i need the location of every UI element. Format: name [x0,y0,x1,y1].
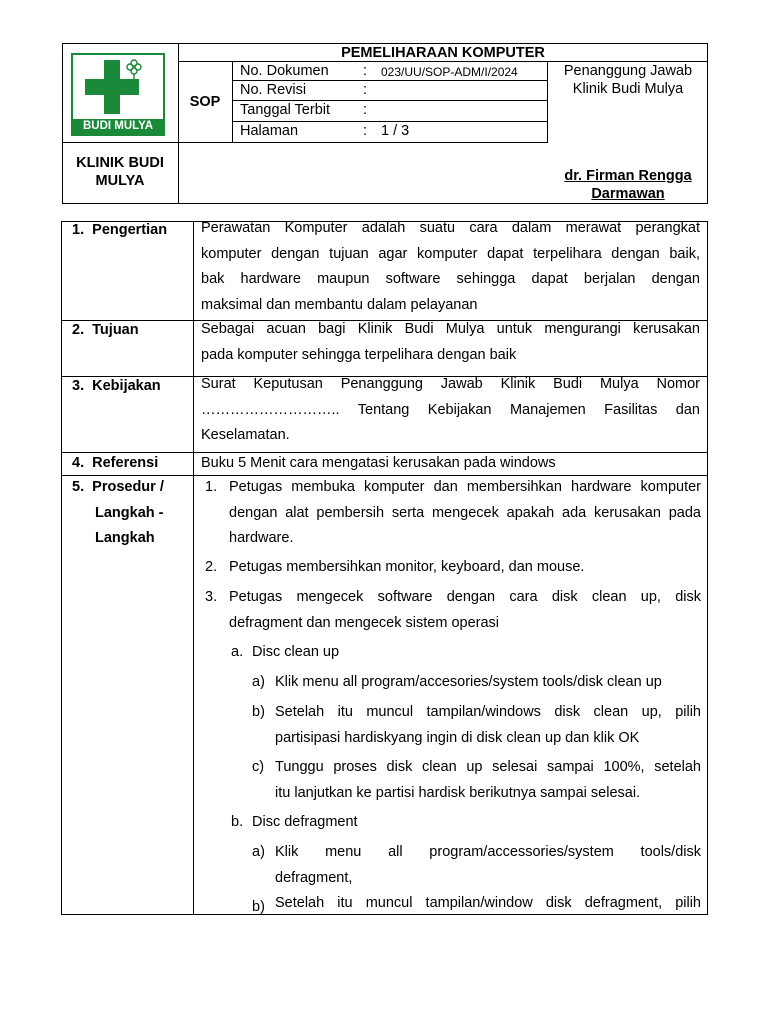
text-line: Langkah [95,530,155,546]
item-number: b) [252,704,265,720]
field-label-no-dokumen: No. Dokumen [240,63,329,79]
section-body-pengertian [201,216,700,318]
item-text [275,670,701,696]
step-number: 1. [205,479,218,495]
step-number: 2. [205,559,218,575]
clinic-logo [71,53,165,136]
logo-text: BUDI MULYA [82,120,154,132]
signer-name-line-2: Darmawan [591,186,665,202]
substep-number: a. [231,644,244,660]
field-colon: : [363,123,368,139]
section-label-referensi: 4. Referensi [72,455,159,471]
step-item [229,555,701,581]
item-number: c) [252,759,265,775]
clinic-name-line-2: MULYA [95,173,145,189]
item-text [275,895,701,914]
text-line: defragment, [275,869,353,886]
text-line: Petugas membuka komputer dan membersihkan hardware komputer [229,479,701,495]
section-label-tujuan: 2. Tujuan [72,322,139,338]
text-line: komputer dengan tujuan agar komputer dapat terpelihara dengan baik, [201,245,700,262]
text-line: Petugas membersihkan monitor, keyboard, dan mouse. [229,559,585,575]
item-text [275,755,701,806]
text-line: ……………………….. Tentang Kebijakan Manajemen Fasilitas dan [201,401,700,418]
section-body-kebijakan [201,372,700,449]
section-label-kebijakan: 3. Kebijakan [72,378,161,394]
substep-label: Disc clean up [252,644,340,660]
step-item [229,475,701,552]
section-label-pengertian: 1. Pengertian [72,222,168,238]
text-line: defragment dan mengecek sistem operasi [229,614,500,631]
text-line: maksimal dan membantu dalam pelayanan [201,296,478,313]
field-label-no-revisi: No. Revisi [240,82,307,98]
item-number: a) [252,844,265,860]
text-line: pada komputer sehingga terpelihara dengan baik [201,346,517,363]
clinic-name-line-1: KLINIK BUDI [76,155,164,171]
field-value-no-dokumen: 023/UU/SOP-ADM/I/2024 [381,65,518,79]
text-line: Perawatan Komputer adalah suatu cara dalam merawat perangkat [201,220,700,236]
field-colon: : [363,63,368,79]
substep-number: b. [231,814,244,830]
text-line: hardware. [229,530,294,546]
text-line: Setelah itu muncul tampilan/window disk defragment, pilih [275,895,701,911]
field-label-halaman: Halaman [240,123,299,139]
section-body-referensi: Buku 5 Menit cara mengatasi kerusakan pada windows [201,455,556,471]
text-line: Klik menu all program/accesories/system tools/disk clean up [275,674,662,690]
text-line: Setelah itu muncul tampilan/windows disk clean up, pilih [275,704,701,720]
signer-name-line-1: dr. Firman Rengga [564,168,692,184]
step-number: 3. [205,589,218,605]
sop-label: SOP [189,94,221,110]
responsible-line-1: Penanggung Jawab [563,63,693,79]
section-label-prosedur [72,475,164,552]
text-line: Tunggu proses disk clean up selesai sampai 100%, setelah [275,759,701,775]
text-line: Sebagai acuan bagi Klinik Budi Mulya untuk mengurangi kerusakan [201,321,700,337]
step-item [229,585,701,636]
substep-label: Disc defragment [252,814,358,830]
text-line: 5. Prosedur / [72,479,164,495]
field-colon: : [363,102,368,118]
field-label-tanggal-terbit: Tanggal Terbit [240,102,331,118]
section-body-tujuan [201,317,700,368]
text-line: partisipasi hardiskyang ingin di disk clean up dan klik OK [275,729,640,746]
document-title: PEMELIHARAAN KOMPUTER [341,45,545,61]
item-text [275,700,701,751]
text-line: Petugas mengecek software dengan cara disk clean up, disk [229,589,701,605]
text-line: Surat Keputusan Penanggung Jawab Klinik Budi Mulya Nomor [201,376,700,392]
responsible-line-2: Klinik Budi Mulya [572,81,684,97]
item-text [275,840,701,891]
text-line: Keselamatan. [201,427,290,443]
item-number: b) [252,899,265,915]
field-colon: : [363,82,368,98]
item-number: a) [252,674,265,690]
text-line: Klik menu all program/accessories/system tools/disk [275,844,701,860]
text-line: itu lanjutkan ke partisi hardisk berikutnya sampai selesai. [275,784,641,801]
text-line: bak hardware maupun software sehingga dapat berjalan dengan [201,271,700,287]
text-line: dengan alat pembersih serta mengecek apakah ada kerusakan pada [229,504,701,521]
field-value-halaman: 1 / 3 [381,123,410,139]
text-line: Langkah - [95,504,164,521]
